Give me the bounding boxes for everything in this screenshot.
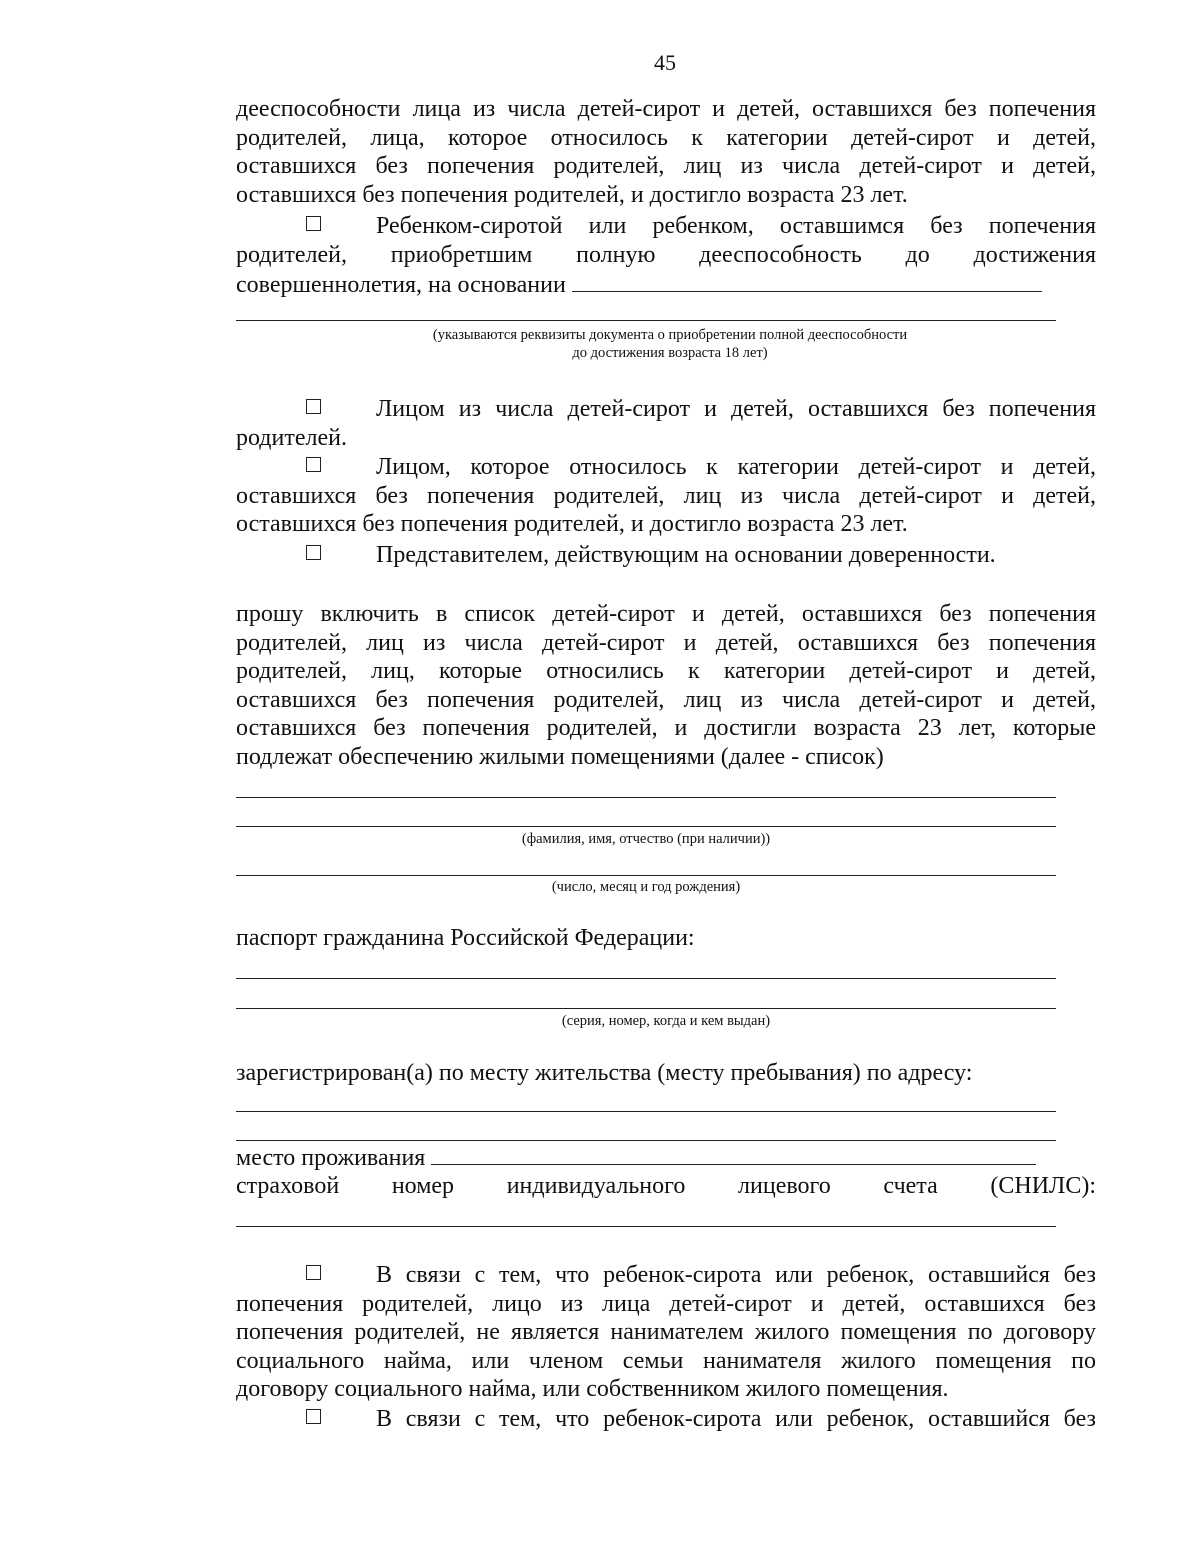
request-paragraph [236, 600, 1096, 772]
checkbox[interactable] [306, 1265, 321, 1280]
address-field-line[interactable] [236, 1111, 1056, 1112]
note-passport: (серия, номер, когда и кем выдан) [561, 1013, 771, 1029]
passport-field-line[interactable] [236, 978, 1056, 979]
text-line: родителей, приобретшим полную дееспособность до достижения [236, 241, 1096, 268]
option-text: В связи с тем, что ребенок-сирота или ребенок, оставшийся без [376, 1262, 1096, 1288]
note-line: до достижения возраста 18 лет) [572, 345, 768, 361]
option-text: Лицом из числа детей-сирот и детей, оставшихся без попечения [376, 396, 1096, 422]
text-line: прошу включить в список детей-сирот и детей, оставшихся без попечения [236, 601, 1096, 627]
note-birth: (число, месяц и год рождения) [551, 879, 741, 895]
page-number: 45 [654, 50, 676, 75]
option-representative [236, 541, 1096, 570]
passport-label [236, 924, 1096, 953]
basis-field-line[interactable] [236, 320, 1056, 321]
text-line: родителей, лиц из числа детей-сирот и детей, оставшихся без попечения [236, 629, 1096, 656]
text-line: попечения родителей, не является нанимателем жилого помещения по договору [236, 1319, 1096, 1346]
text-line: социального найма, или членом семьи нанимателя жилого помещения по [236, 1347, 1096, 1374]
paragraph-capacity [236, 95, 1096, 209]
fio-field-line[interactable] [236, 826, 1056, 827]
text-line: родителей. [236, 424, 347, 451]
checkbox[interactable] [306, 457, 321, 472]
text-line: паспорт гражданина Российской Федерации: [236, 925, 695, 951]
note-acquired [380, 326, 960, 362]
basis-field[interactable] [572, 269, 1042, 292]
text-line: оставшихся без попечения родителей, лиц из числа детей-сирот и детей, [236, 686, 1096, 713]
snils-field-line[interactable] [236, 1226, 1056, 1227]
option-person [236, 395, 1096, 452]
text-line: оставшихся без попечения родителей, лиц из числа детей-сирот и детей, [236, 482, 1096, 509]
text-line: страховой номер индивидуального лицевого счета (СНИЛС): [236, 1173, 1096, 1199]
passport-field-line[interactable] [236, 1008, 1056, 1009]
fio-field-line[interactable] [236, 797, 1056, 798]
note-line: (указываются реквизиты документа о приобретении полной дееспособности [432, 327, 908, 343]
option-acquired-capacity [236, 212, 1096, 300]
checkbox[interactable] [306, 216, 321, 231]
checkbox[interactable] [306, 399, 321, 414]
address-field-line[interactable] [236, 1140, 1056, 1141]
snils-label [236, 1172, 1096, 1201]
note-fio: (фамилия, имя, отчество (при наличии)) [521, 831, 771, 847]
option-text: Лицом, которое относилось к категории детей-сирот и детей, [376, 454, 1096, 480]
text-line: попечения родителей, лицо из лица детей-сирот и детей, оставшихся без [236, 1290, 1096, 1317]
residence-field[interactable] [431, 1142, 1036, 1165]
text-line: зарегистрирован(а) по месту жительства (месту пребывания) по адресу: [236, 1060, 973, 1086]
registered-label [236, 1059, 1096, 1088]
option-text: Представителем, действующим на основании доверенности. [376, 542, 996, 568]
reason-not-tenant [236, 1261, 1096, 1404]
text-line: совершеннолетия, на основании [236, 272, 566, 299]
text-line: родителей, лица, которое относилось к категории детей-сирот и детей, [236, 124, 1096, 151]
reason-second [236, 1405, 1096, 1434]
text-line: подлежат обеспечению жилыми помещениями (далее - список) [236, 743, 884, 770]
text-line: родителей, лиц, которые относились к категории детей-сирот и детей, [236, 658, 1096, 685]
residence-label: место проживания [236, 1145, 426, 1171]
text-line: оставшихся без попечения родителей, и достигло возраста 23 лет. [236, 511, 908, 538]
text-line: оставшихся без попечения родителей, лиц из числа детей-сирот и детей, [236, 153, 1096, 180]
option-text: Ребенком-сиротой или ребенком, оставшимся без попечения [376, 213, 1096, 239]
checkbox[interactable] [306, 545, 321, 560]
residence-row [236, 1142, 1096, 1173]
checkbox[interactable] [306, 1409, 321, 1424]
text-line: дееспособности лица из числа детей-сирот и детей, оставшихся без попечения [236, 96, 1096, 122]
option-text: В связи с тем, что ребенок-сирота или ребенок, оставшийся без [376, 1406, 1096, 1432]
birth-date-field-line[interactable] [236, 875, 1056, 876]
text-line: оставшихся без попечения родителей, и достигло возраста 23 лет. [236, 181, 908, 208]
text-line: договору социального найма, или собственником жилого помещения. [236, 1376, 949, 1403]
text-line: оставшихся без попечения родителей, и достигли возраста 23 лет, которые [236, 715, 1096, 742]
option-former [236, 453, 1096, 539]
